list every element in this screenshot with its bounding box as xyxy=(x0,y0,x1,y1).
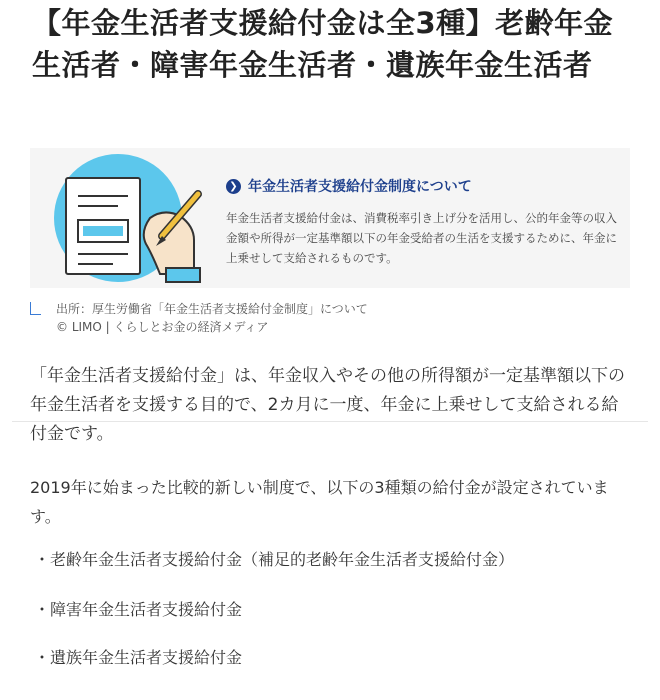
image-credits xyxy=(30,300,368,336)
list-item: ・障害年金生活者支援給付金 xyxy=(34,600,243,619)
article-figure xyxy=(30,148,630,288)
document-hand-pen-icon xyxy=(58,158,218,286)
figure-title xyxy=(226,176,472,196)
paragraph-history: 2019年に始まった比較的新しい制度で、以下の3種類の給付金が設定されています。 xyxy=(30,478,609,526)
figure-body-text: 年金生活者支援給付金は、消費税率引き上げ分を活用し、公的年金等の収入金額や所得が一定基準額以下の年金受給者の生活を支援するために、年金に上乗せして支給されるものです。 xyxy=(226,211,617,265)
chevron-right-icon: ❯ xyxy=(226,179,241,194)
paragraph-intro: 「年金生活者支援給付金」は、年金収入やその他の所得額が一定基準額以下の年金生活者を支援する目的で、2カ月に一度、年金に上乗せして支給される給付金です。 xyxy=(30,366,625,444)
list-item: ・遺族年金生活者支援給付金 xyxy=(34,648,243,667)
source-credit: 出所：厚生労働省「年金生活者支援給付金制度」について xyxy=(56,302,368,316)
corner-bracket-icon xyxy=(30,302,41,315)
divider xyxy=(12,421,648,422)
article-headline: 【年金生活者支援給付金は全3種】老齢年金生活者・障害年金生活者・遺族年金生活者 xyxy=(32,6,614,82)
copyright-credit: © LIMO | くらしとお金の経済メディア xyxy=(56,320,269,334)
list-item: ・老齢年金生活者支援給付金（補足的老齢年金生活者支援給付金） xyxy=(34,550,515,569)
figure-title-text: 年金生活者支援給付金制度について xyxy=(248,179,472,195)
